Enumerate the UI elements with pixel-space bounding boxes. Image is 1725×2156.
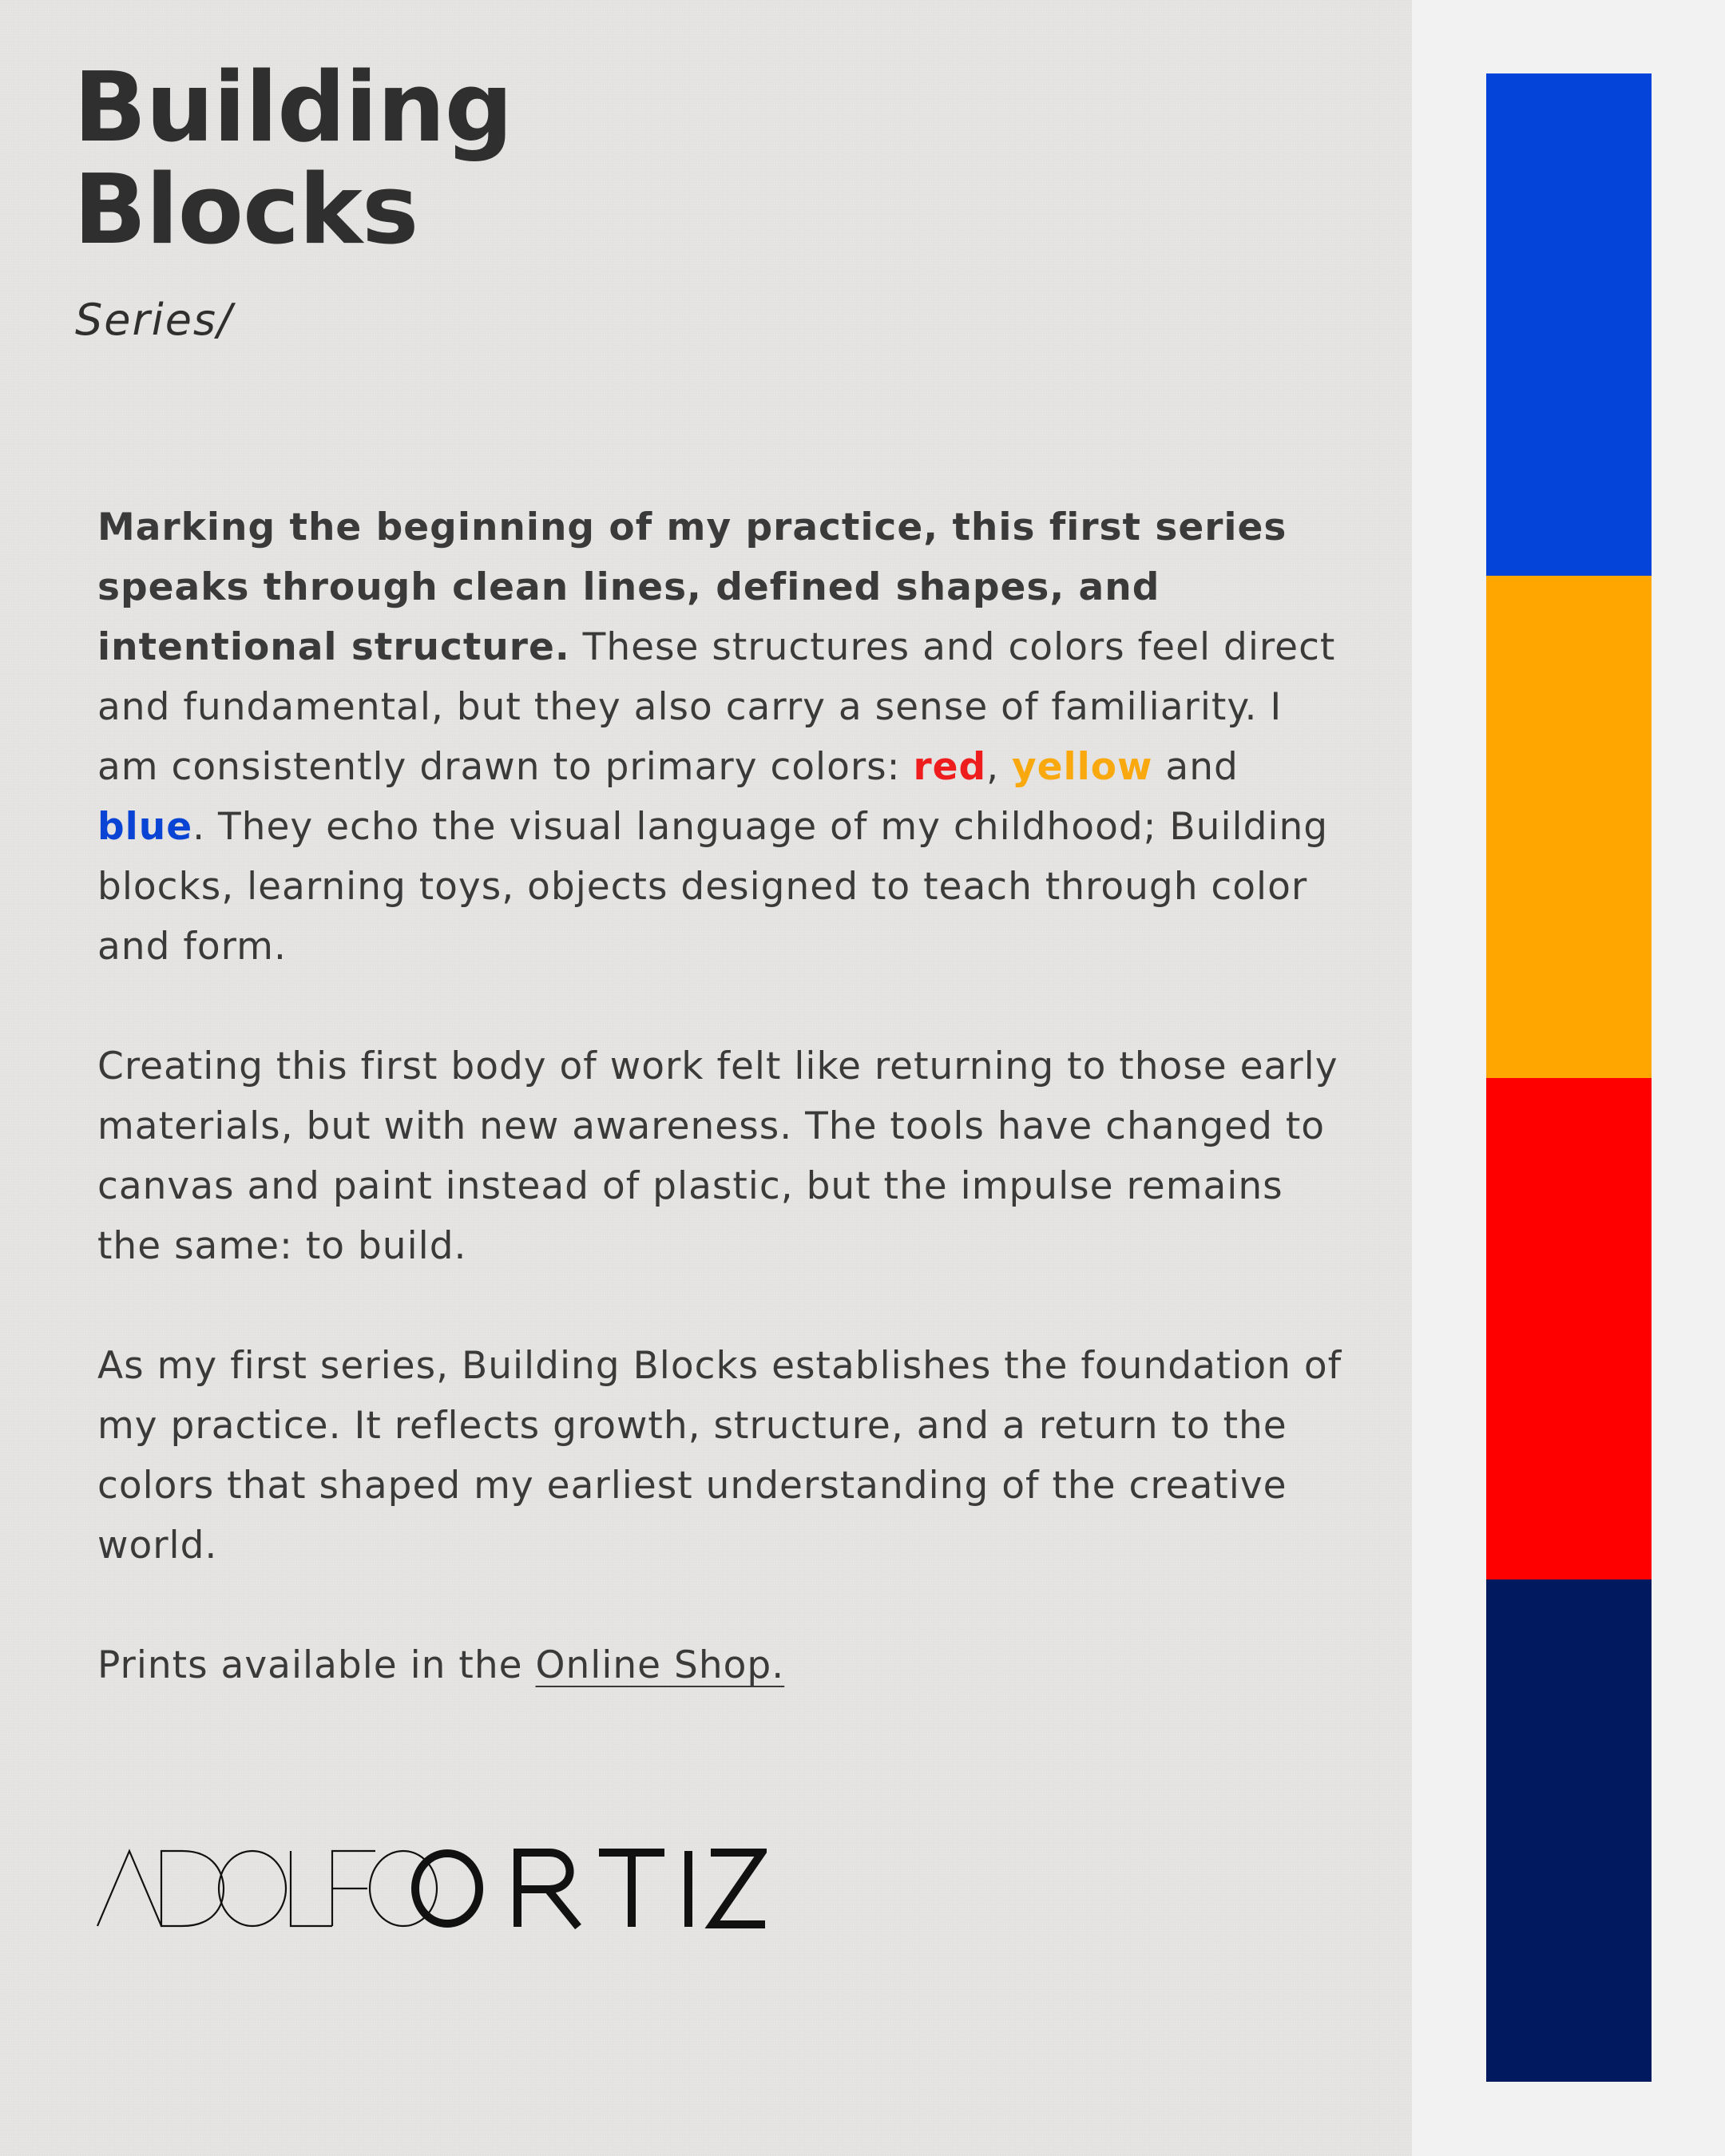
paragraph-intro (97, 497, 1343, 977)
and-separator: and (1152, 745, 1239, 789)
stripe-navy (1486, 1579, 1652, 2082)
paragraph-process: Creating this first body of work felt like returning to those early materials, but with new awareness. The tools have changed to canvas and paint instead of plastic, but the impulse remains the same: to build. (97, 1044, 1338, 1268)
intro-text-end: . They echo the visual language of my childhood; Building blocks, learning toys, objects designed to teach through color and form. (97, 805, 1329, 969)
stripe-blue (1486, 73, 1652, 576)
title-line-2: Blocks (73, 155, 418, 266)
intro-text: These structures and colors feel direct and fundamental, but they also carry a sense of familiarity. I am consistently drawn to primary colors: (97, 625, 1336, 789)
color-stripes (1486, 73, 1652, 2082)
shop-text: Prints available in the (97, 1643, 536, 1687)
paragraph-foundation: As my first series, Building Blocks establishes the foundation of my practice. It reflects growth, structure, and a return to the colors that shaped my earliest understanding of the creative world. (97, 1344, 1342, 1567)
stripe-red (1486, 1078, 1652, 1580)
comma-separator: , (986, 745, 1013, 789)
adolfo-ortiz-logo (96, 1845, 767, 1932)
title-line-1: Building (73, 53, 513, 164)
page-title (73, 53, 513, 266)
intro-bold-lead: Marking the beginning of my practice, this first series speaks through clean lines, defined shapes, and intentional structure. (97, 505, 1287, 669)
stripe-yellow (1486, 576, 1652, 1078)
series-label: Series/ (75, 295, 234, 345)
color-word-yellow: yellow (1012, 745, 1153, 789)
logo-first-name (97, 1851, 437, 1926)
color-word-blue: blue (97, 805, 193, 849)
shop-line (97, 1635, 1343, 1695)
description (97, 497, 1343, 1755)
logo-last-name (415, 1851, 765, 1927)
color-word-red: red (913, 745, 987, 789)
online-shop-link[interactable]: Online Shop. (535, 1643, 785, 1687)
